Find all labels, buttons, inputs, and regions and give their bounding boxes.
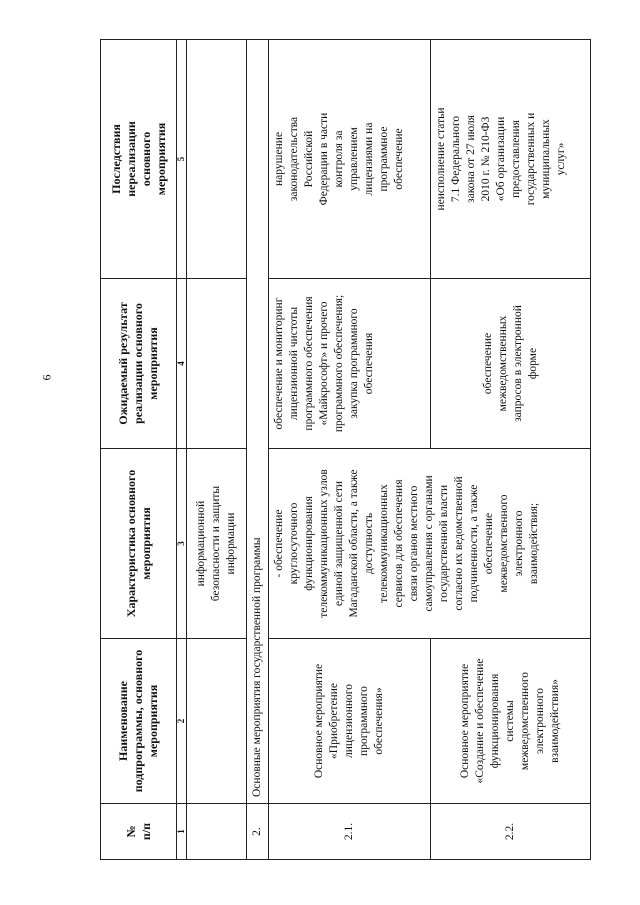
- column-number-row: [177, 40, 187, 860]
- row-consequence: неисполнение статьи 7.1 Федерального закона от 27 июля 2010 г. № 210-ФЗ «Об организации предоставления государственных и муниципальных услуг»: [431, 40, 591, 279]
- header-characteristic: Характеристика основного мероприятия: [101, 449, 177, 639]
- row-result: обеспечение межведомственных запросов в электронной форме: [431, 279, 591, 449]
- continuation-result: [187, 279, 247, 449]
- header-result: Ожидаемый результат реализации основного мероприятия: [101, 279, 177, 449]
- continuation-name: [187, 639, 247, 804]
- row-name: Основное мероприятие «Приобретение лицензионного программного обеспечения»: [269, 639, 431, 804]
- program-table: [100, 39, 591, 860]
- rotated-table-container: [100, 40, 585, 860]
- section-number: 2.: [247, 804, 269, 860]
- column-number: 3: [177, 449, 187, 639]
- row-name: Основное мероприятие «Создание и обеспечение функционирования системы межведомственного электронного взаимодействия»: [431, 639, 591, 804]
- row-number: 2.1.: [269, 804, 431, 860]
- continuation-consequence: [187, 40, 247, 279]
- column-number: 1: [177, 804, 187, 860]
- continuation-number: [187, 804, 247, 860]
- page-number: 6: [39, 374, 54, 381]
- header-name: Наименование подпрограммы, основного мероприятия: [101, 639, 177, 804]
- column-number: 2: [177, 639, 187, 804]
- column-number: 5: [177, 40, 187, 279]
- section-title: Основные мероприятия государственной программы: [247, 40, 269, 804]
- header-consequence: Последствия нереализации основного мероприятия: [101, 40, 177, 279]
- continuation-characteristic: информационной безопасности и защиты информации: [187, 449, 247, 639]
- row-number: 2.2.: [431, 804, 591, 860]
- row-characteristic: - обеспечение круглосуточного функционирования телекоммуникационных узлов единой защищенной сети Магаданской области, а также доступность телекоммуникационных сервисов для обеспечения связи органов местного самоуправления с органами государственной власти согласно их ведомственной подчиненности, а также обеспечение межведомственного электронного взаимодействия;: [269, 449, 591, 639]
- header-number: № п/п: [101, 804, 177, 860]
- row-consequence: нарушение законодательства Российской Федерации в части контроля за управлением лицензиями на программное обеспечение: [269, 40, 431, 279]
- table-row: [269, 40, 431, 860]
- header-row: [101, 40, 177, 860]
- row-result: обеспечение и мониторинг лицензионной чистоты программного обеспечения «Майкрософт» и прочего программного обеспечения; закупка программного обеспечения: [269, 279, 431, 449]
- column-number: 4: [177, 279, 187, 449]
- section-row: [247, 40, 269, 860]
- continuation-row: [187, 40, 247, 860]
